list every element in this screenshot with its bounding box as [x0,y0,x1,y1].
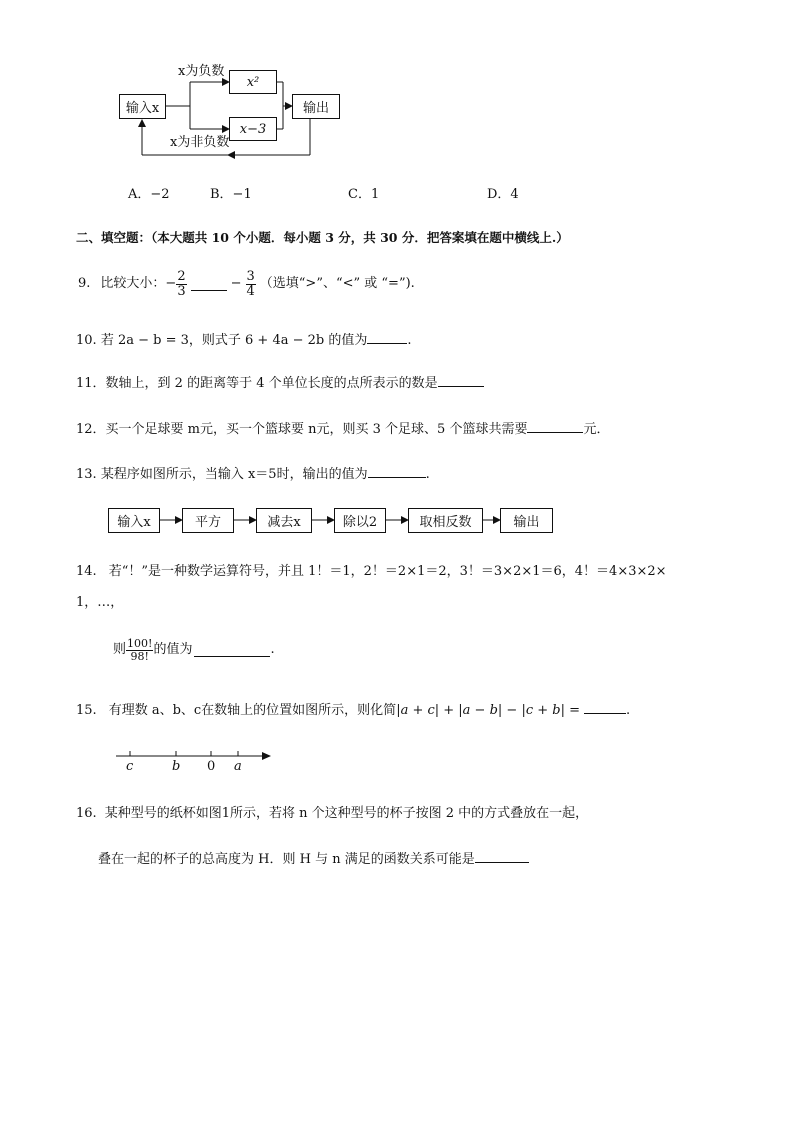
axis-label-b: b [172,759,181,774]
q11-answer-blank[interactable] [438,373,484,387]
flow-square-box: x² [229,70,277,94]
flow13-step-output: 输出 [500,508,553,533]
question-16-line2: 叠在一起的杯子的总高度为 H．则 H 与 n 满足的函数关系可能是 [98,849,529,869]
q14-number: 14. [76,564,97,579]
question-10: 10. 若 2a − b = 3，则式子 6 + 4a − 2b 的值为 . [76,330,412,350]
axis-label-a: a [234,759,242,774]
flow13-step-input: 输入x [108,508,160,533]
q15-expression: |a + c| + |a − b| − |c + b| = [396,703,580,718]
question-11 [76,373,484,393]
q13-number: 13. [76,467,97,482]
q12-answer-blank[interactable] [527,419,583,433]
question-14-line1: 14. 若“！”是一种数学运算符号，并且 1！＝1，2！＝2×1＝2，3！＝3×2×1＝6，4！＝4×3×2× [76,564,667,579]
q13-text: 某程序如图所示，当输入 x＝5时，输出的值为 [100,467,368,482]
q10-text: 若 2a − b = 3，则式子 6 + 4a − 2b 的值为 [100,333,368,348]
q9-answer-blank[interactable] [191,277,227,291]
flow13-step-subtract: 减去x [256,508,312,533]
question-16-line1: 16. 某种型号的纸杯如图1所示，若将 n 个这种型号的杯子按图 2 中的方式叠放在一起， [76,806,589,821]
q10-number: 10. [76,333,97,348]
option-d: D．4 [487,187,519,202]
question-14-line2: 1，…， [76,595,124,610]
q13-answer-blank[interactable] [368,464,426,478]
question-13: 13. 某程序如图所示，当输入 x＝5时，输出的值为 . [76,464,430,484]
q11-text: 数轴上，到 2 的距离等于 4 个单位长度的点所表示的数是 [105,376,438,391]
option-c: C．1 [348,187,380,202]
number-line-axis [0,745,794,775]
q16-answer-blank[interactable] [475,849,529,863]
q12-number: 12． [76,422,106,437]
q9-post: （选填“>”、“<” 或 “=”). [259,276,415,292]
flow-cond-nonnegative: x为非负数 [170,135,230,150]
question-14-line3: 则 $\frac{100!}{98!}$ 的值为 . [113,637,275,663]
section-heading: 二、填空题：（本大题共 10 个小题．每小题 3 分，共 30 分．把答案填在题中横线上.） [76,230,569,245]
q9-fraction-2: $\frac{3}{4}$ [246,269,255,299]
q15-number: 15. [76,703,97,718]
question-9 [78,270,415,298]
question-12: 12．买一个足球要 m元，买一个篮球要 n元，则买 3 个足球、5 个篮球共需要 元． [76,419,609,439]
q9-pre: 比较大小：− [100,276,177,292]
q16-number: 16. [76,806,97,821]
q9-mid: − [230,276,242,292]
q9-fraction-1: $\frac{2}{3}$ [177,269,186,299]
q12-text: 买一个足球要 m元，买一个篮球要 n元，则买 3 个足球、5 个篮球共需要 [105,422,528,437]
q11-number: 11． [76,376,106,391]
q9-number: 9. [78,276,91,292]
option-a: A．−2 [128,187,170,202]
q14-fraction: $\frac{100!}{98!}$ [127,637,153,663]
flow13-step-square: 平方 [182,508,234,533]
q14-answer-blank[interactable] [194,643,270,657]
q10-answer-blank[interactable] [367,330,407,344]
flow13-step-negate: 取相反数 [408,508,483,533]
q15-answer-blank[interactable] [584,700,626,714]
question-15: 15. 有理数 a、b、c在数轴上的位置如图所示，则化简|a + c| + |a − b| − |c + b| = . [76,700,630,720]
option-b: B．−1 [210,187,252,202]
flow13-step-divide: 除以2 [334,508,386,533]
flow-cond-negative: x为负数 [178,64,225,79]
flow-minus3-box: x−3 [229,117,277,141]
axis-label-zero: 0 [207,759,216,774]
axis-label-c: c [126,759,134,774]
flow-output-box: 输出 [292,94,340,119]
flow-input-box: 输入x [119,94,166,119]
